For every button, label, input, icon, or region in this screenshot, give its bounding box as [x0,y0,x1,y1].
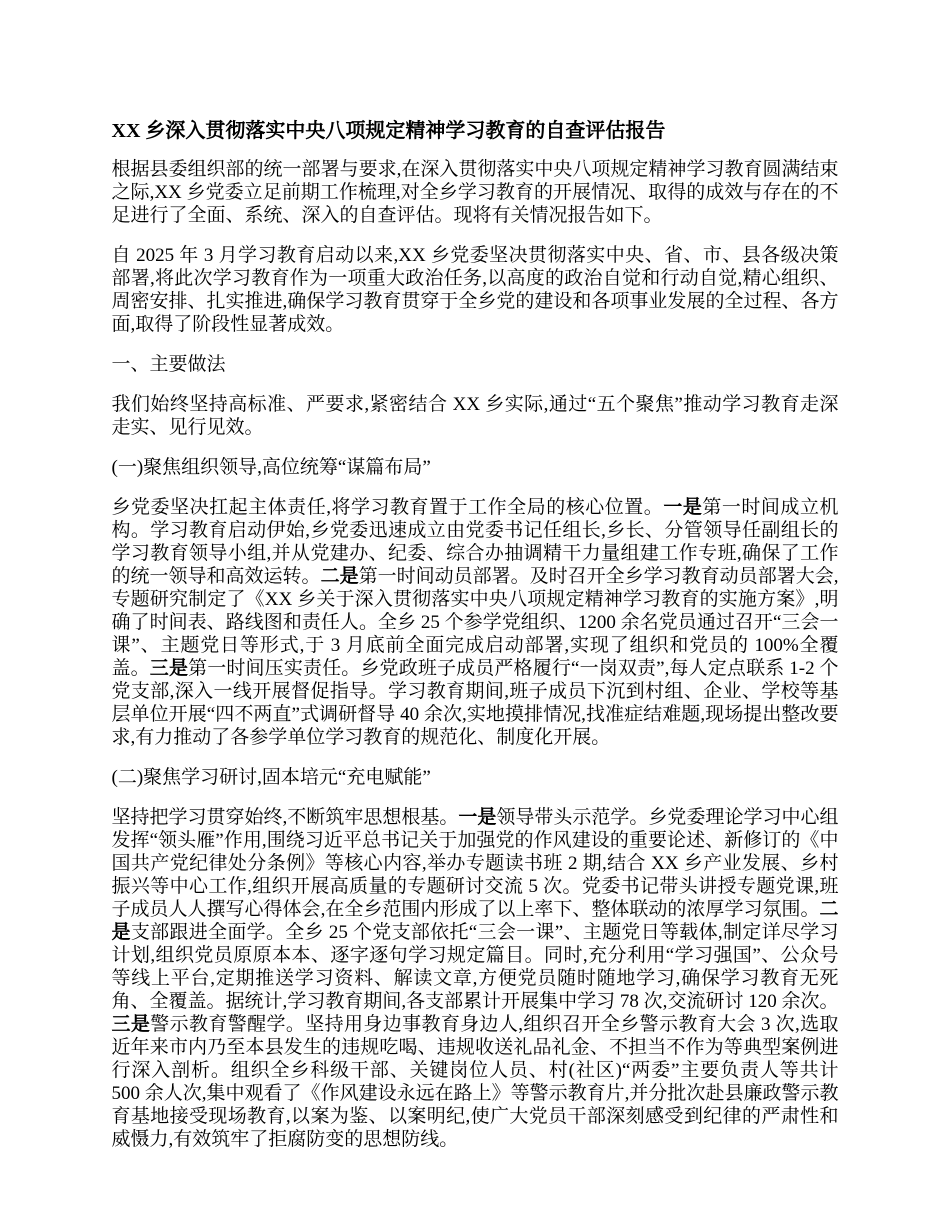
text-run: 根据县委组织部的统一部署与要求,在深入贯彻落实中央八项规定精神学习教育圆满结束之际,XX 乡党委立足前期工作梳理,对全乡学习教育的开展情况、取得的成效与存在的不足进行了全面、系统、深入的自查评估。现将有关情况报告如下。 [111,159,839,226]
section-heading-main-practices [112,353,839,376]
text-run: 坚持把学习贯穿始终,不断筑牢思想根基。 [111,807,459,828]
bold-run: 三是 [149,658,189,679]
text-run: (一)聚焦组织领导,高位统筹“谋篇布局” [111,457,431,478]
text-run: 乡党委坚决扛起主体责任,将学习教育置于工作全局的核心位置。 [111,497,664,518]
subsection-heading-1 [112,456,839,479]
text-run: (二)聚焦学习研讨,固本培元“充电赋能” [111,767,431,788]
text-run: 第一时间成立机构。学习教育启动伊始,乡党委迅速成立由党委书记任组长,乡长、分管领导任副组长的学习教育领导小组,并从党建办、纪委、综合办抽调精干力量组建工作专班,确保了工作的统一领导和高效运转。 [111,497,839,587]
subsection-heading-2 [112,766,839,789]
intro-paragraph-1 [112,158,839,227]
bold-run: 三是 [111,1014,151,1035]
bold-run: 一是 [458,807,497,828]
report-title: XX 乡深入贯彻落实中央八项规定精神学习教育的自查评估报告 [111,120,666,142]
text-run: 领导带头示范学。乡党委理论学习中心组发挥“领头雁”作用,围绕习近平总书记关于加强党的作风建设的重要论述、新修订的《中国共产党纪律处分条例》等核心内容,举办专题读书班 2 期,结合 XX 乡产业发展、乡村振兴等中心工作,组织开展高质量的专题研讨交流 5 次。党委书记带头讲授专题党课,班子成员人人撰写心得体会,在全乡范围内形成了以上率下、整体联动的浓厚学习氛围。 [111,807,839,920]
subsection-1-paragraph [112,496,839,749]
text-run: 警示教育警醒学。坚持用身边事教育身边人,组织召开全乡警示教育大会 3 次,选取近年来市内乃至本县发生的违规吃喝、违规收送礼品礼金、不担当不作为等典型案例进行深入剖析。组织全乡科级干部、关键岗位人员、村(社区)“两委”主要负责人等共计 500 余人次,集中观看了《作风建设永远在路上》等警示教育片,并分批次赴县廉政警示教育基地接受现场教育,以案为鉴、以案明纪,使广大党员干部深刻感受到纪律的严肃性和威慑力,有效筑牢了拒腐防变的思想防线。 [111,1014,839,1150]
text-run: 第一时间动员部署。及时召开全乡学习教育动员部署大会,专题研究制定了《XX 乡关于深入贯彻落实中央八项规定精神学习教育的实施方案》,明确了时间表、路线图和责任人。全乡 25 个参学党组织、1200 余名党员通过召开“三会一课”、主题党日等形式,于 3 月底前全面完成启动部署,实现了组织和党员的 100%全覆盖。 [111,566,839,679]
text-run: 一、主要做法 [111,354,226,375]
intro-paragraph-2 [112,244,839,336]
report-document [112,0,839,1151]
text-run: 支部跟进全面学。全乡 25 个党支部依托“三会一课”、主题党日等载体,制定详尽学习计划,组织党员原原本本、逐字逐句学习规定篇目。同时,充分利用“学习强国”、公众号等线上平台,定期推送学习资料、解读文章,方便党员随时随地学习,确保学习教育无死角、全覆盖。据统计,学习教育期间,各支部累计开展集中学习 78 次,交流研讨 120 余次。 [111,922,839,1012]
text-run: 自 2025 年 3 月学习教育启动以来,XX 乡党委坚决贯彻落实中央、省、市、县各级决策部署,将此次学习教育作为一项重大政治任务,以高度的政治自觉和行动自觉,精心组织、周密安排、扎实推进,确保学习教育贯穿于全乡党的建设和各项事业发展的全过程、各方面,取得了阶段性显著成效。 [111,245,839,335]
text-run: 第一时间压实责任。乡党政班子成员严格履行“一岗双责”,每人定点联系 1-2 个党支部,深入一线开展督促指导。学习教育期间,班子成员下沉到村组、企业、学校等基层单位开展“四不两直”式调研督导 40 余次,实地摸排情况,找准症结难题,现场提出整改要求,有力推动了各参学单位学习教育的规范化、制度化开展。 [111,658,839,748]
section-intro-paragraph [112,393,839,439]
bold-run: 一是 [663,497,703,518]
text-run: 我们始终坚持高标准、严要求,紧密结合 XX 乡实际,通过“五个聚焦”推动学习教育走深走实、见行见效。 [111,394,839,438]
bold-run: 二是 [111,899,839,943]
subsection-2-paragraph [112,806,839,1151]
document-body [112,158,839,1151]
bold-run: 二是 [320,566,359,587]
